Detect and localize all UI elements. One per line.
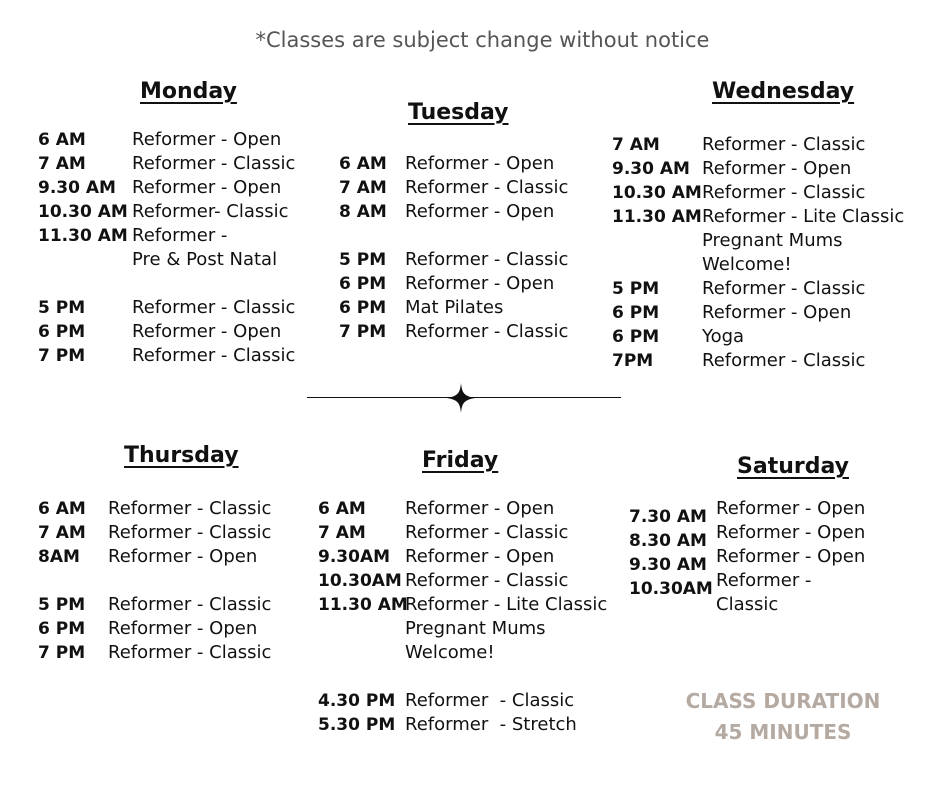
class-time: 7 PM <box>38 643 86 663</box>
class-time: 9.30 AM <box>612 159 690 179</box>
class-name: Yoga <box>702 326 745 347</box>
class-name: Reformer- Classic <box>132 201 289 222</box>
schedule-notice: *Classes are subject change without notice <box>255 28 710 52</box>
class-name: Reformer - Classic <box>702 278 866 299</box>
class-time: 7 AM <box>612 135 660 155</box>
class-time: 6 PM <box>38 619 86 639</box>
class-time: 8AM <box>38 547 80 567</box>
day-title-thursday: Thursday <box>124 443 239 468</box>
class-time: 7 AM <box>318 523 366 543</box>
class-name: Reformer - Classic <box>702 350 866 371</box>
class-name: Pregnant Mums <box>405 618 546 639</box>
class-time: 6 PM <box>38 322 86 342</box>
class-time: 10.30AM <box>318 571 402 591</box>
class-time: 10.30AM <box>629 579 713 599</box>
class-time: 6 PM <box>612 303 660 323</box>
class-name: Reformer - Classic <box>405 177 569 198</box>
class-name: Reformer - Classic <box>132 153 296 174</box>
class-name: Pre & Post Natal <box>132 249 278 270</box>
class-name: Pregnant Mums <box>702 230 843 251</box>
class-name: Reformer - Classic <box>405 690 575 711</box>
class-time: 7PM <box>612 351 654 371</box>
class-name: Reformer - Open <box>108 546 258 567</box>
class-time: 7 AM <box>339 178 387 198</box>
day-title-tuesday: Tuesday <box>408 100 509 125</box>
class-time: 5 PM <box>38 595 86 615</box>
class-duration <box>672 686 894 748</box>
class-name: Reformer - Classic <box>405 522 569 543</box>
class-time: 10.30 AM <box>612 183 702 203</box>
four-point-star-icon <box>447 383 475 413</box>
class-time: 11.30 AM <box>612 207 702 227</box>
class-name: Welcome! <box>702 254 792 275</box>
class-name: Reformer - Open <box>716 498 866 519</box>
class-name: Reformer - Open <box>405 546 555 567</box>
class-name: Classic <box>716 594 779 615</box>
class-name: Reformer - Classic <box>702 134 866 155</box>
class-time: 7 AM <box>38 154 86 174</box>
class-time: 6 AM <box>38 130 86 150</box>
class-name: Reformer - Open <box>702 302 852 323</box>
class-time: 7 PM <box>339 322 387 342</box>
class-time: 9.30 AM <box>629 555 707 575</box>
class-name: Reformer - Classic <box>405 570 569 591</box>
class-time: 11.30 AM <box>318 595 408 615</box>
class-time: 7 PM <box>38 346 86 366</box>
class-name: Reformer - Open <box>132 177 282 198</box>
class-time: 6 AM <box>318 499 366 519</box>
class-time: 9.30 AM <box>38 178 116 198</box>
class-name: Reformer - Classic <box>108 498 272 519</box>
class-name: Reformer - Open <box>405 273 555 294</box>
class-name: Reformer - Open <box>132 321 282 342</box>
class-name: Reformer - Classic <box>108 642 272 663</box>
class-time: 6 AM <box>38 499 86 519</box>
class-time: 5.30 PM <box>318 715 396 735</box>
class-time: 10.30 AM <box>38 202 128 222</box>
day-title-wednesday: Wednesday <box>712 79 855 104</box>
class-time: 6 AM <box>339 154 387 174</box>
class-time: 6 PM <box>339 298 387 318</box>
class-time: 8 AM <box>339 202 387 222</box>
class-time: 5 PM <box>38 298 86 318</box>
class-name: Welcome! <box>405 642 495 663</box>
class-time: 9.30AM <box>318 547 391 567</box>
class-name: Reformer - Open <box>702 158 852 179</box>
class-name: Reformer - Open <box>405 153 555 174</box>
class-time: 5 PM <box>339 250 387 270</box>
class-name: Reformer - Classic <box>702 182 866 203</box>
class-time: 5 PM <box>612 279 660 299</box>
class-name: Reformer - Open <box>716 546 866 567</box>
class-duration-label: CLASS DURATION <box>685 689 881 713</box>
day-title-saturday: Saturday <box>737 454 849 479</box>
class-name: Reformer - <box>716 570 812 591</box>
class-time: 11.30 AM <box>38 226 128 246</box>
class-time: 6 PM <box>612 327 660 347</box>
class-name: Reformer - Open <box>405 498 555 519</box>
class-duration-value: 45 MINUTES <box>714 720 852 744</box>
class-time: 7.30 AM <box>629 507 707 527</box>
class-name: Reformer - Lite Classic <box>405 594 608 615</box>
class-name: Reformer - Open <box>132 129 282 150</box>
class-time: 4.30 PM <box>318 691 396 711</box>
class-name: Reformer - Open <box>716 522 866 543</box>
day-title-monday: Monday <box>140 79 237 104</box>
class-name: Mat Pilates <box>405 297 504 318</box>
class-name: Reformer - Classic <box>405 321 569 342</box>
class-name: Reformer - Classic <box>132 345 296 366</box>
class-name: Reformer - Classic <box>132 297 296 318</box>
class-name: Reformer - Classic <box>405 249 569 270</box>
class-name: Reformer - Open <box>108 618 258 639</box>
class-time: 6 PM <box>339 274 387 294</box>
day-title-friday: Friday <box>422 448 499 473</box>
class-name: Reformer - Open <box>405 201 555 222</box>
class-name: Reformer - Stretch <box>405 714 577 735</box>
class-time: 7 AM <box>38 523 86 543</box>
class-name: Reformer - Classic <box>108 594 272 615</box>
class-time: 8.30 AM <box>629 531 707 551</box>
class-name: Reformer - Lite Classic <box>702 206 905 227</box>
class-name: Reformer - <box>132 225 228 246</box>
class-name: Reformer - Classic <box>108 522 272 543</box>
